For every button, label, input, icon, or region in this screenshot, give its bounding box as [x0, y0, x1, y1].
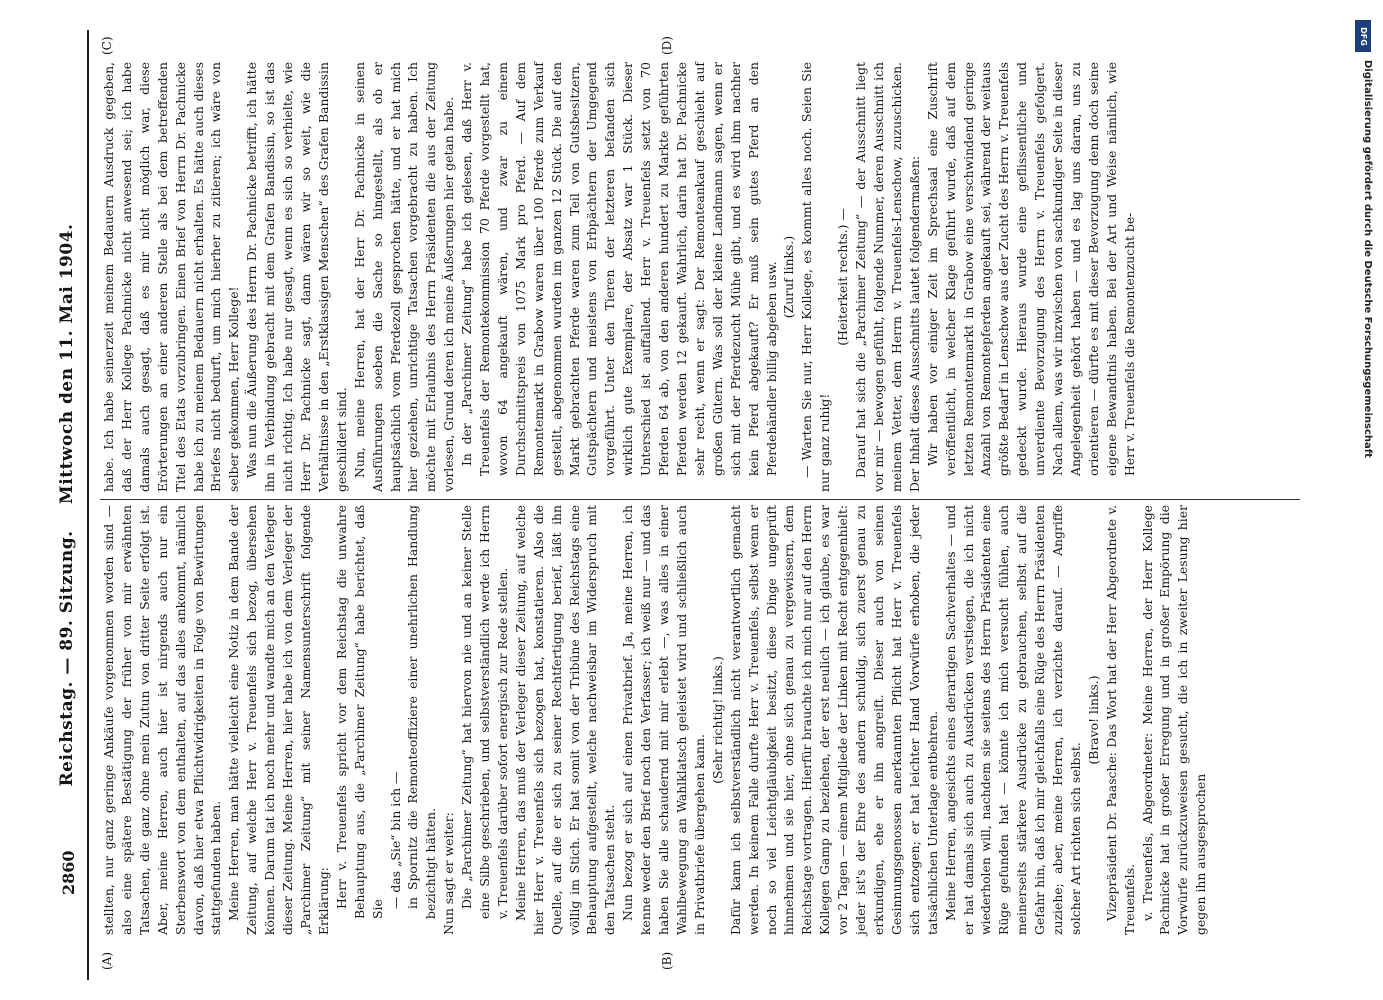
- interjection: (Bravo! links.): [1085, 675, 1101, 765]
- digitization-credit: [1353, 10, 1375, 990]
- interjection: (Zuruf links.): [781, 235, 797, 319]
- left-text-column: [100, 505, 1210, 935]
- paragraph: Was nun die Äußerung des Herrn Dr. Pachnicke betrifft, ich hätte ihn in Verbindung gebracht mit dem Grafen Bandissin, so ist das nicht richtig. Ich habe nur gesagt, wenn es sich so verhielte, wie Herr Dr. Pachnicke sagt, dann wären wir so weit, wie die Verhältnisse in den „Erstklassigen Menschen“ des Grafen Bandissin geschildert sind.: [244, 62, 349, 492]
- page-number: 2860: [59, 850, 78, 895]
- paragraph: — Warten Sie nur, Herr Kollege, es kommt alles noch. Seien Sie nur ganz ruhig!: [799, 62, 833, 492]
- paragraph: Nun sagt er weiter:: [441, 812, 457, 935]
- margin-marker-d: (D): [660, 36, 674, 55]
- margin-marker-c: (C): [100, 36, 114, 55]
- interjection: (Sehr richtig! links.): [709, 656, 725, 784]
- page-header: [55, 30, 89, 980]
- margin-marker-b: (B): [660, 951, 674, 970]
- column-divider: [100, 499, 1300, 500]
- quote-paragraph: Die „Parchimer Zeitung“ hat hiervon nie und an keiner Stelle eine Silbe geschrieben, und selbstverständlich werde ich Herrn v. Treuenfels darüber sofort energisch zur Rede stellen.: [459, 505, 510, 919]
- paragraph: Meine Herren, angesichts eines derartigen Sachverhaltes — und er hat damals sich auch zu Ausdrücken verstiegen, die ich nicht wiederholen will, nachdem sie seitens des Herrn Präsidenten eine Rüge gefunden hat — könnte ich mich versucht fühlen, auch meinerseits stärkere Ausdrücke zu gebrauchen, selbst auf die Gefahr hin, daß ich mir gleichfalls eine Rüge des Herrn Präsidenten zuziehe; aber, meine Herren, ich verzichte darauf. — Angriffe solcher Art richten sich selbst.: [942, 505, 1083, 935]
- quote-paragraph: In der „Parchimer Zeitung“ habe ich gelesen, daß Herr v. Treuenfels der Remontekommission 70 Pferde vorgestellt hat, wovon 64 angekauft wären, und zwar zu einem Durchschnittspreis von 1075 Mark pro Pferd. — Auf dem Remontemarkt in Grabow waren über 100 Pferde zum Verkauf gestellt, abgenommen wurden im ganzen 12 Stück. Die auf den Markt gebrachten Pferde waren zum Teil von Gutsbesitzern, Gutspächtern und meistens von Erbpächtern der Umgegend vorgeführt. Unter den Tieren der letzteren befanden sich wirklich gute Exemplare, der Absatz war 1 Stück. Dieser Unterschied ist auffallend. Herr v. Treuenfels setzt von 70 Pferden 64 ab, von den anderen hundert zu Markte geführten Pferden werden 12 gekauft. Wahrlich, darin hat Dr. Pachnicke sehr recht, wenn er sagt: Der Remonteankauf geschieht auf großen Gütern. Was soll der kleine Landmann sagen, wenn er sich mit der Pferdezucht Mühe gibt, und es wird ihm nachher kein Pferd abgekauft? Er muß sein gutes Pferd an den Pferdehändler billig abgeben usw.: [459, 62, 779, 476]
- interjection: (Heiterkeit rechts.) —: [835, 208, 851, 346]
- quote-paragraph: Wir haben vor einiger Zeit im Sprechsaal eine Zuschrift veröffentlicht, in welcher Klage geführt wurde, daß auf dem letzten Remontenmarkt in Grabow eine verschwindend geringe Anzahl von Remontepferden angekauft sei, während der weitaus größte Bedarf in Lenschow aus der Zucht des Herrn v. Treuenfels gedeckt wurde. Hieraus wurde eine geflissentliche und unverdiente Bevorzugung des Herrn v. Treuenfels gefolgert. Nach allem, was wir inzwischen von sachkundiger Seite in dieser Angelegenheit gehört haben — und es lag uns daran, uns zu orientieren — dürfte es mit dieser Bevorzugung denn doch seine eigene Bewandtnis haben. Bei der Art und Weise nämlich, wie Herr v. Treuenfels die Remontenzucht be-: [924, 62, 1137, 476]
- quote-paragraph: — das „Sie“ bin ich —: [387, 771, 403, 909]
- right-text-column: [100, 62, 1139, 492]
- speaker-paragraph: v. Treuenfels, Abgeordneter: Meine Herren, der Herr Kollege Pachnicke hat in großer Erregung und in großer Empörung die Vorwürfe zurückzuweisen gesucht, die ich in zweiter Lesung hier gegen ihn ausgesprochen: [1139, 505, 1209, 935]
- header-session-title: Reichstag. — 89. Sitzung.: [57, 530, 77, 787]
- paragraph: habe. Ich habe seinerzeit meinem Bedauern Ausdruck gegeben, daß der Herr Kollege Pachnicke nicht anwesend sei; ich habe damals auch gesagt, daß es mir nicht möglich war, diese Erörterungen an einer anderen Stelle als bei dem betreffenden Titel des Etats vorzubringen. Einen Brief von Herrn Dr. Pachnicke habe ich zu meinem Bedauern nicht erhalten. Es hätte auch dieses Briefes nicht bedurft, um mich hierher zu zitieren; ich wäre von selber gekommen, Herr Kollege!: [101, 62, 242, 492]
- header-date: Mittwoch den 11. Mai 1904.: [57, 223, 77, 505]
- margin-marker-a: (A): [100, 951, 114, 970]
- paragraph: stellten, nur ganz geringe Ankäufe vorgenommen worden sind — also eine spätere Bestätigung der früher von mir erwähnten Tatsachen, die ganz ohne mein Zutun von dritter Seite erfolgt ist. Aber, meine Herren, auch hier ist nirgends auch nur ein Sterbenswort von dem enthalten, auf das alles ankommt, nämlich davon, daß hier etwa Pflichtwidrigkeiten in Folge von Bewirtungen stattgefunden haben.: [101, 505, 224, 935]
- paragraph: Dafür kann ich selbstverständlich nicht verantwortlich gemacht werden. In keinem Falle durfte Herr v. Treuenfels, selbst wenn er noch so viel Leichtgläubigkeit besitzt, diese Dinge ungeprüft hinnehmen und sie hier, ohne sich genau zu vergewissern, dem Reichstage vortragen. Hierfür brauchte ich mich nur auf den Herrn Kollegen Gamp zu beziehen, der erst neulich — ich glaube, es war vor 2 Tagen — einem Mitgliede der Linken mit Recht entgegenhielt: jeder ist's der Ehre des andern schuldig, sich zuerst genau zu erkundigen, ehe er ihn angreift. Dieser auch von seinen Gesinnungsgenossen anerkannten Pflicht hat Herr v. Treuenfels sich entzogen; er hat leichter Hand Vorwürfe erhoben, die jeder tatsächlichen Unterlage entbehren.: [727, 505, 940, 935]
- quote-paragraph: Herr v. Treuenfels spricht vor dem Reichstag die unwahre Behauptung aus, die „Parchimer Zeitung“ habe berichtet, daß Sie: [333, 505, 385, 919]
- paragraph: Meine Herren, das muß der Verleger dieser Zeitung, auf welche hier Herr v. Treuenfels sich bezogen hat, konstatieren. Also die Quelle, auf die er sich zu seiner Rechtfertigung berief, läßt ihn völlig im Stich. Er hat somit von der Tribüne des Reichstags eine Behauptung aufgestellt, welche nachweisbar im Widerspruch mit den Tatsachen steht.: [512, 505, 618, 935]
- dfg-logo: DFG: [1355, 20, 1371, 52]
- speaker-paragraph: Vizepräsident Dr. Paasche: Das Wort hat der Herr Abgeordnete v. Treuenfels.: [1103, 505, 1137, 935]
- credit-text: Digitalisierung gefördert durch die Deutsche Forschungsgemeinschaft: [1362, 60, 1373, 458]
- paragraph: Meine Herren, man hätte vielleicht eine Notiz in dem Bande der Zeitung, auf welche Herr v. Treuenfels sich bezog, übersehen können. Darum tat ich noch mehr und wandte mich an den Verleger dieser Zeitung. Meine Herren, hier habe ich von dem Verleger der „Parchimer Zeitung“ mit seiner Namensunterschrift folgende Erklärung:: [226, 505, 331, 935]
- quote-paragraph: in Spornitz die Remonteoffiziere einer unehrlichen Handlung bezichtigt hätten.: [405, 505, 439, 919]
- header-title-line: [57, 30, 77, 980]
- paragraph: Nun, meine Herren, hat der Herr Dr. Pachnicke in seinen Ausführungen soeben die Sache so hingestellt, als ob er hauptsächlich vom Pferdezoll gesprochen hätte, und er hat mich hier geziehen, unrichtige Tatsachen vorgebracht zu haben. Ich möchte mit Erlaubnis des Herrn Präsidenten die aus der Zeitung vorlesen, Grund deren ich meine Äußerungen hier getan habe.: [351, 62, 457, 492]
- paragraph: Nun bezog er sich auf einen Privatbrief. Ja, meine Herren, ich kenne weder den Brief noch den Verfasser; ich weiß nur — und das haben Sie alle schaudernd mit mir erlebt —, was alles in einer Wahlbewegung an Wahlklatsch geleistet wird und schließlich auch in Privatbriefe übergehen kann.: [620, 505, 707, 935]
- paragraph: Darauf hat sich die „Parchimer Zeitung“ — der Ausschnitt liegt vor mir — bewogen gefühlt, folgende Nummer, deren Ausschnitt ich meinem Vetter, dem Herrn v. Treuenfels-Lenschow, zuzuschicken. Der Inhalt dieses Ausschnitts lautet folgendermaßen:: [853, 62, 922, 492]
